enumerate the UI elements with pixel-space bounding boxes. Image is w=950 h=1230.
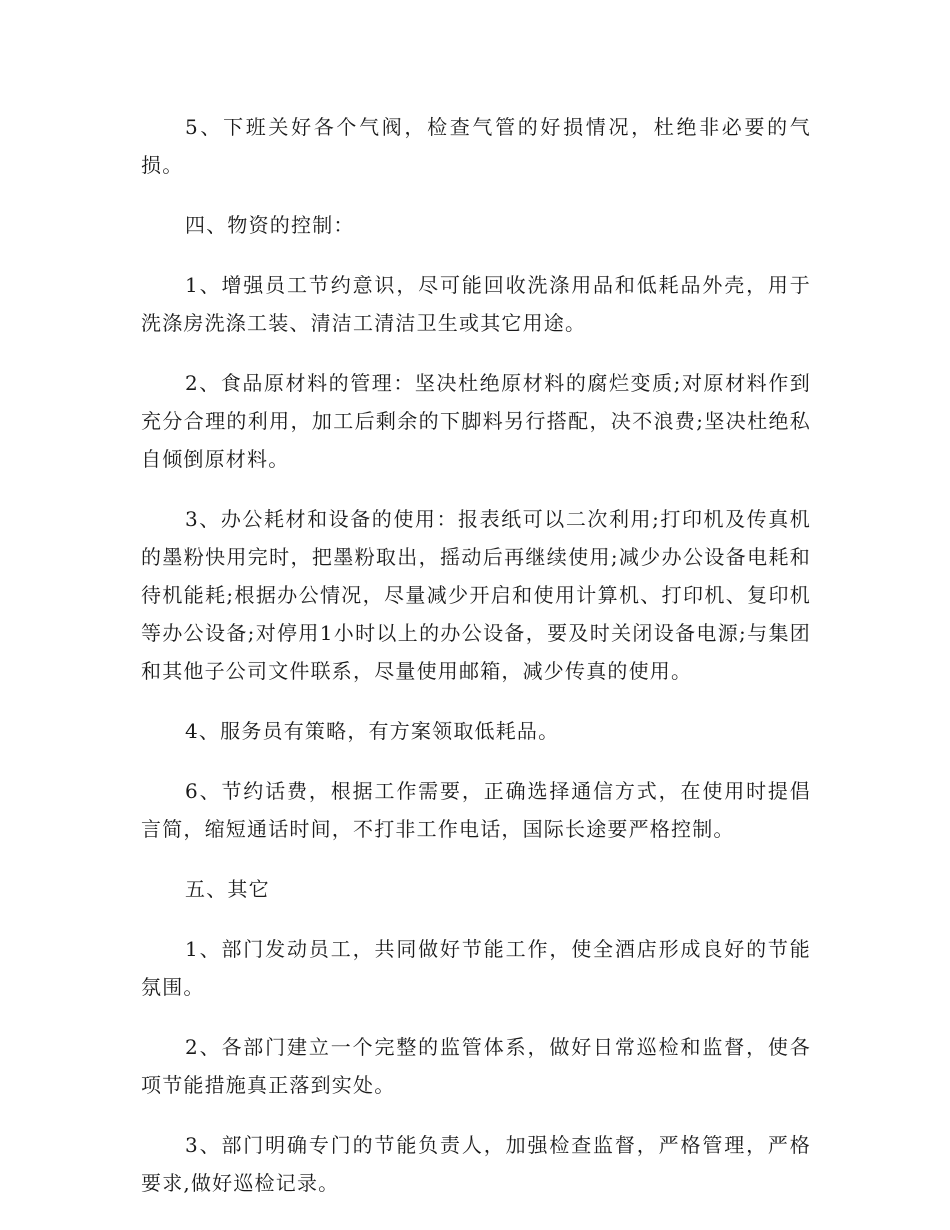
paragraph-supervision-system: 2、各部门建立一个完整的监管体系，做好日常巡检和监督，使各项节能措施真正落到实处。 xyxy=(141,1035,811,1097)
paragraph-waiter-supplies: 4、服务员有策略，有方案领取低耗品。 xyxy=(185,719,560,743)
section-heading-materials: 四、物资的控制： xyxy=(185,213,355,237)
document-body xyxy=(141,108,811,1224)
paragraph-responsible-person: 3、部门明确专门的节能负责人，加强检查监督，严格管理，严格要求,做好巡检记录。 xyxy=(141,1133,811,1195)
paragraph-mobilize-staff: 1、部门发动员工，共同做好节能工作，使全酒店形成良好的节能氛围。 xyxy=(141,937,811,999)
paragraph-food-materials: 2、食品原材料的管理：坚决杜绝原材料的腐烂变质;对原材料作到充分合理的利用，加工后剩余的下脚料另行搭配，决不浪费;坚决杜绝私自倾倒原材料。 xyxy=(141,371,811,471)
paragraph-gas-valves: 5、下班关好各个气阀，检查气管的好损情况，杜绝非必要的气损。 xyxy=(141,115,811,177)
paragraph-office-supplies: 3、办公耗材和设备的使用：报表纸可以二次利用;打印机及传真机的墨粉快用完时，把墨粉取出，摇动后再继续使用;减少办公设备电耗和待机能耗;根据办公情况，尽量减少开启和使用计算机、打印机、复印机等办公设备;对停用1小时以上的办公设备，要及时关闭设备电源;与集团和其他子公司文件联系，尽量使用邮箱，减少传真的使用。 xyxy=(141,507,811,683)
section-heading-other: 五、其它 xyxy=(185,877,270,901)
paragraph-saving-awareness: 1、增强员工节约意识，尽可能回收洗涤用品和低耗品外壳，用于洗涤房洗涤工装、清洁工清洁卫生或其它用途。 xyxy=(141,273,811,335)
paragraph-phone-costs: 6、节约话费，根据工作需要，正确选择通信方式，在使用时提倡言简，缩短通话时间，不打非工作电话，国际长途要严格控制。 xyxy=(141,779,811,841)
